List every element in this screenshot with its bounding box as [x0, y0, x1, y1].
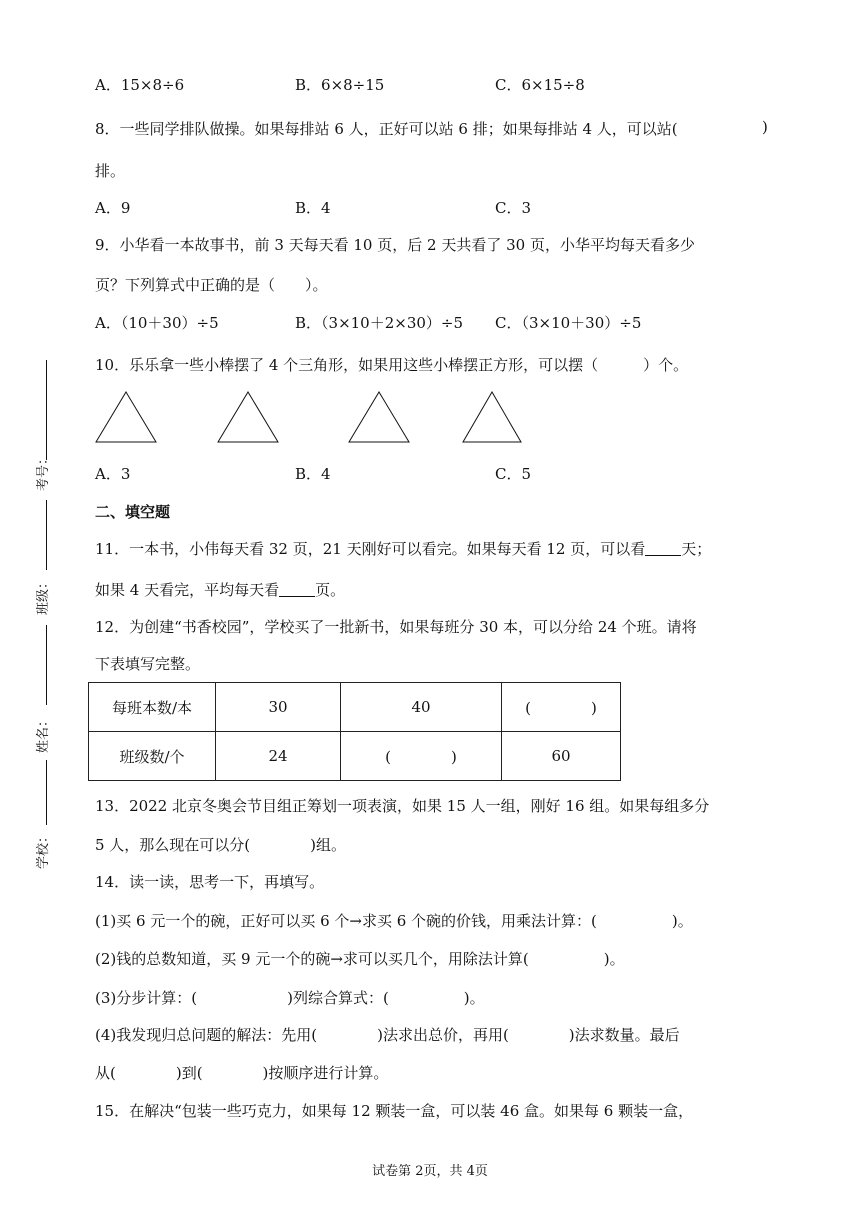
q8-option-c: C．3: [495, 199, 532, 217]
q10-option-c: C．5: [495, 465, 532, 483]
table-row: [89, 732, 621, 781]
q15-text: 15．在解决“包装一些巧克力，如果每 12 颗装一盒，可以装 46 盒。如果每 6 颗装一盒，: [95, 1102, 694, 1120]
q10-text: 10．乐乐拿一些小棒摆了 4 个三角形，如果用这些小棒摆正方形，可以摆（ ）个。: [95, 356, 689, 374]
binding-line: [46, 360, 47, 460]
q12-text: 12．为创建“书香校园”，学校买了一批新书，如果每班分 30 本，可以分给 24 个班。请将: [95, 618, 697, 636]
triangle-3: [349, 392, 409, 442]
q10-option-b: B．4: [295, 465, 331, 483]
q12-text-cont: 下表填写完整。: [95, 655, 201, 673]
q8-text: 8．一些同学排队做操。如果每排站 6 人，正好可以站 6 排；如果每排站 4 人，可以站(: [95, 120, 678, 138]
q12-table: [88, 682, 621, 781]
q8-text-cont: 排。: [95, 162, 126, 180]
q13-text: 13．2022 北京冬奥会节目组正筹划一项表演，如果 15 人一组，刚好 16 组。如果每组多分: [95, 797, 710, 815]
q14-part-3: (3)分步计算：( )列综合算式：( )。: [95, 989, 485, 1007]
q9-text: 9．小华看一本故事书，前 3 天每天看 10 页，后 2 天共看了 30 页，小华平均每天看多少: [95, 236, 695, 254]
triangle-4: [463, 392, 521, 442]
q11-text-d: 页。: [315, 581, 346, 599]
table-cell: ( ): [502, 683, 621, 732]
name-label: 姓名：: [36, 713, 52, 754]
table-row: [89, 683, 621, 732]
q7-option-a: A．15×8÷6: [95, 76, 185, 94]
q11-line1: [95, 538, 711, 559]
binding-line: [46, 625, 47, 705]
q14-text: 14．读一读，思考一下，再填写。: [95, 873, 325, 891]
q14-part-4-cont: 从( )到( )按顺序进行计算。: [95, 1064, 389, 1082]
q7-option-b: B．6×8÷15: [295, 76, 385, 94]
q11-text-a: 11．一本书，小伟每天看 32 页，21 天刚好可以看完。如果每天看 12 页，可以看: [95, 540, 646, 558]
q13-text-cont: 5 人，那么现在可以分( )组。: [95, 836, 347, 854]
q9-option-b: B．（3×10＋2×30）÷5: [295, 314, 464, 332]
q7-option-c: C．6×15÷8: [495, 76, 585, 94]
table-cell: 60: [502, 732, 621, 781]
school-label: 学校：: [36, 829, 52, 870]
triangles-figure: [90, 388, 530, 448]
q11-blank-1: [645, 541, 681, 556]
table-cell: 30: [216, 683, 341, 732]
q9-option-a: A．（10＋30）÷5: [95, 314, 219, 332]
table-cell: 24: [216, 732, 341, 781]
q8-close-paren: ): [762, 118, 768, 136]
q10-option-a: A．3: [95, 465, 131, 483]
table-cell: 40: [341, 683, 502, 732]
page-footer: 试卷第 2页，共 4页: [372, 1164, 488, 1179]
table-header-cell: 班级数/个: [89, 732, 216, 781]
q8-option-a: A．9: [95, 199, 131, 217]
q11-line2: [95, 579, 345, 600]
q14-part-2: (2)钱的总数知道，买 9 元一个的碗→求可以买几个，用除法计算( )。: [95, 950, 625, 968]
binding-line: [46, 760, 47, 825]
triangle-2: [218, 392, 278, 442]
q11-text-b: 天；: [681, 540, 712, 558]
q11-text-c: 如果 4 天看完，平均每天看: [95, 581, 280, 599]
table-header-cell: 每班本数/本: [89, 683, 216, 732]
q9-option-c: C．（3×10＋30）÷5: [495, 314, 642, 332]
section-heading: 二、填空题: [95, 503, 171, 521]
q14-part-4: (4)我发现归总问题的解法：先用( )法求出总价，再用( )法求数量。最后: [95, 1026, 680, 1044]
q8-option-b: B．4: [295, 199, 331, 217]
q14-part-1: (1)买 6 元一个的碗，正好可以买 6 个→求买 6 个碗的价钱，用乘法计算：( )。: [95, 912, 693, 930]
q11-blank-2: [279, 582, 315, 597]
triangle-1: [96, 392, 156, 442]
table-cell: ( ): [341, 732, 502, 781]
q9-text-cont: 页？下列算式中正确的是（ ）。: [95, 276, 328, 294]
exam-number-label: 考号：: [36, 451, 52, 492]
class-label: 班级：: [36, 575, 52, 616]
binding-line: [46, 500, 47, 570]
